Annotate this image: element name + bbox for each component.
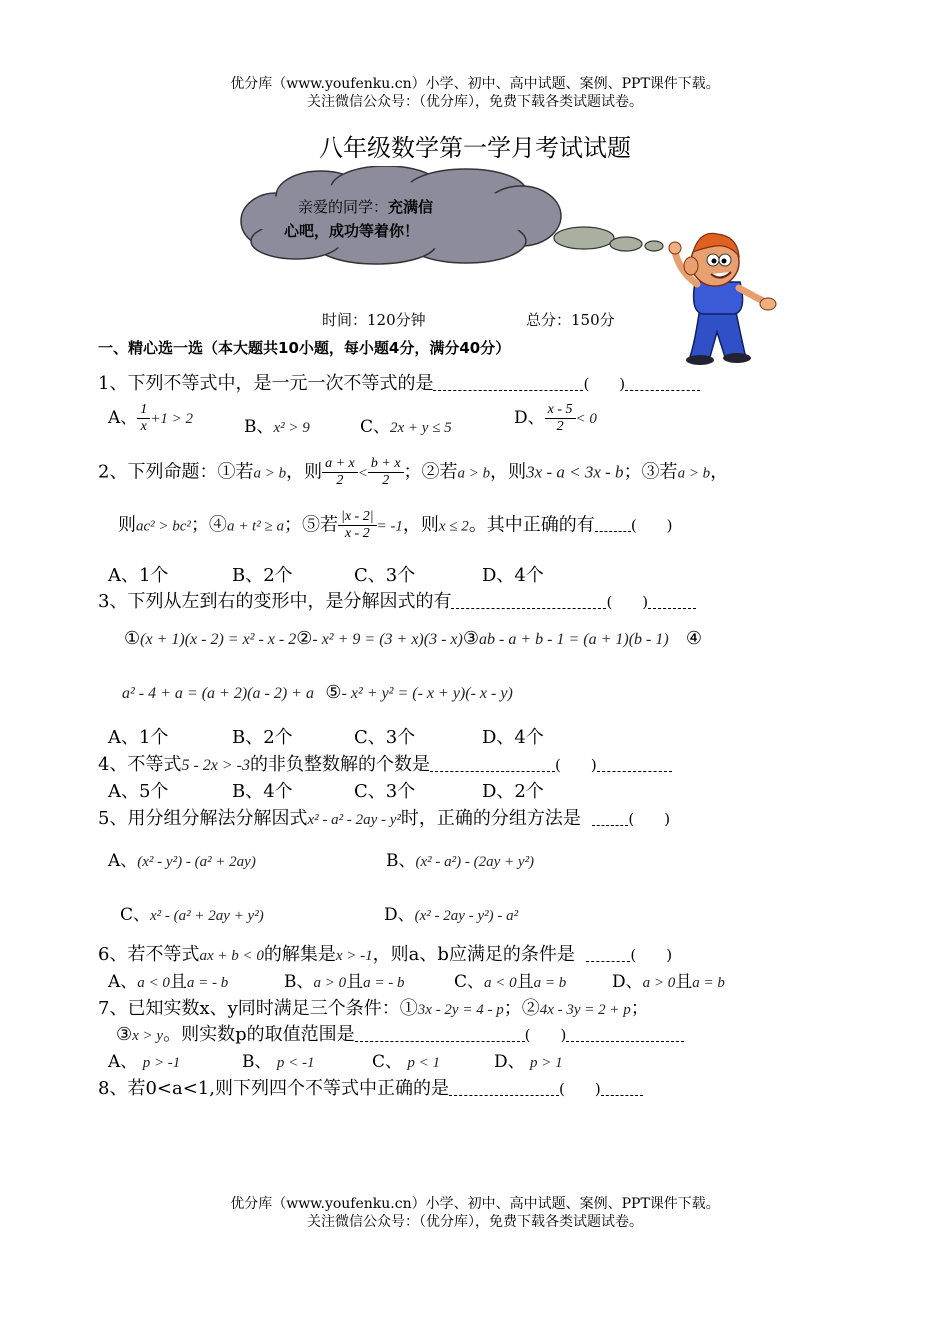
question-2-option-b: B、2个 <box>232 565 293 586</box>
question-1-option-d: D、 $\frac{x - 5}{2}$ < 0 <box>514 402 597 434</box>
question-7-stem: 7、已知实数x、y同时满足三个条件：①3x - 2y = 4 - p；②4x - 3y = 2 + p； <box>98 998 649 1019</box>
question-7-option-b: B、 p < -1 <box>242 1052 315 1072</box>
header-line-2: 关注微信公众号：（优分库），免费下载各类试题试卷。 <box>307 94 643 110</box>
question-7-option-a: A、 p > -1 <box>108 1052 181 1072</box>
section-heading: 一、精心选一选（本大题共10小题，每小题4分，满分40分） <box>98 339 511 357</box>
question-4-option-c: C、3个 <box>354 781 416 802</box>
question-2-stem: 2、下列命题：①若a > b，则 $\frac{a + x}{2}$ < $\frac{b + x}{2}$ ；②若a > b，则3x - a < 3x - b；③若a > b， <box>98 456 729 488</box>
cloud-text-line-1: 亲爱的同学：充满信 <box>298 198 434 216</box>
question-4-option-a: A、5个 <box>108 781 169 802</box>
question-2-option-d: D、4个 <box>482 565 544 586</box>
question-1-option-a: A、 $\frac{1}{x}$ +1 > 2 <box>108 402 194 434</box>
question-2-stem-line-2: 则ac² > bc²；④a + t² ≥ a；⑤若 $\frac{|x - 2|}{x - 2}$ = -1，则x ≤ 2。其中正确的有 ( ) <box>118 509 673 541</box>
question-5-option-c: C、x² - (a² + 2ay + y²) <box>120 905 264 925</box>
question-3-option-c: C、3个 <box>354 727 416 748</box>
question-7-option-d: D、 p > 1 <box>494 1052 563 1072</box>
question-1-stem: 1、下列不等式中，是一元一次不等式的是 ( ) <box>98 369 700 395</box>
question-6-option-a: A、a < 0且a = - b <box>108 972 229 992</box>
header-line-1: 优分库（www.youfenku.cn）小学、初中、高中试题、案例、PPT课件下载。 <box>230 76 720 92</box>
question-8-stem: 8、若0<a<1,则下列四个不等式中正确的是 ( ) <box>98 1074 643 1100</box>
question-4-option-d: D、2个 <box>482 781 544 802</box>
question-3-stem: 3、下列从左到右的变形中，是分解因式的有 ( ) <box>98 587 696 613</box>
question-1-option-b: B、x² > 9 <box>244 417 310 437</box>
question-3-option-d: D、4个 <box>482 727 544 748</box>
question-6-option-d: D、a > 0且a = b <box>612 972 725 992</box>
cartoon-boy-icon <box>655 222 780 367</box>
page-title: 八年级数学第一学月考试试题 <box>319 134 631 162</box>
question-5-option-d: D、(x² - 2ay - y²) - a² <box>384 905 519 925</box>
question-6-stem: 6、若不等式ax + b < 0的解集是x > -1，则a、b应满足的条件是 ( ) <box>98 944 673 965</box>
question-3-items-row-1: ①(x + 1)(x - 2) = x² - x - 2②- x² + 9 = (3 + x)(3 - x)③ab - a + b - 1 = (a + 1)(b - 1) ④ <box>124 628 702 649</box>
question-5-stem: 5、用分组分解法分解因式x² - a² - 2ay - y²时，正确的分组方法是 ( ) <box>98 808 671 829</box>
question-4-stem: 4、不等式5 - 2x > -3的非负整数解的个数是 ( ) <box>98 750 672 776</box>
question-2-option-c: C、3个 <box>354 565 416 586</box>
exam-time: 时间：120分钟 <box>322 311 426 329</box>
question-1-option-c: C、2x + y ≤ 5 <box>360 417 452 437</box>
question-7-stem-line-2: ③x > y。则实数p的取值范围是 ( ) <box>116 1020 684 1046</box>
footer-line-1: 优分库（www.youfenku.cn）小学、初中、高中试题、案例、PPT课件下载。 <box>230 1196 720 1212</box>
exam-total-score: 总分：150分 <box>526 311 615 329</box>
question-4-option-b: B、4个 <box>232 781 293 802</box>
question-6-option-c: C、a < 0且a = b <box>454 972 567 992</box>
question-5-option-b: B、(x² - a²) - (2ay + y²) <box>386 851 535 871</box>
question-5-option-a: A、(x² - y²) - (a² + 2ay) <box>108 851 256 871</box>
cloud-text-line-2: 心吧，成功等着你！ <box>284 222 420 240</box>
question-3-items-row-2: a² - 4 + a = (a + 2)(a - 2) + a ⑤- x² + y² = (- x + y)(- x - y) <box>122 682 513 703</box>
question-6-option-b: B、a > 0且a = - b <box>284 972 405 992</box>
question-3-option-a: A、1个 <box>108 727 169 748</box>
footer-line-2: 关注微信公众号：（优分库），免费下载各类试题试卷。 <box>307 1214 643 1230</box>
question-3-option-b: B、2个 <box>232 727 293 748</box>
question-7-option-c: C、 p < 1 <box>372 1052 441 1072</box>
question-2-option-a: A、1个 <box>108 565 169 586</box>
